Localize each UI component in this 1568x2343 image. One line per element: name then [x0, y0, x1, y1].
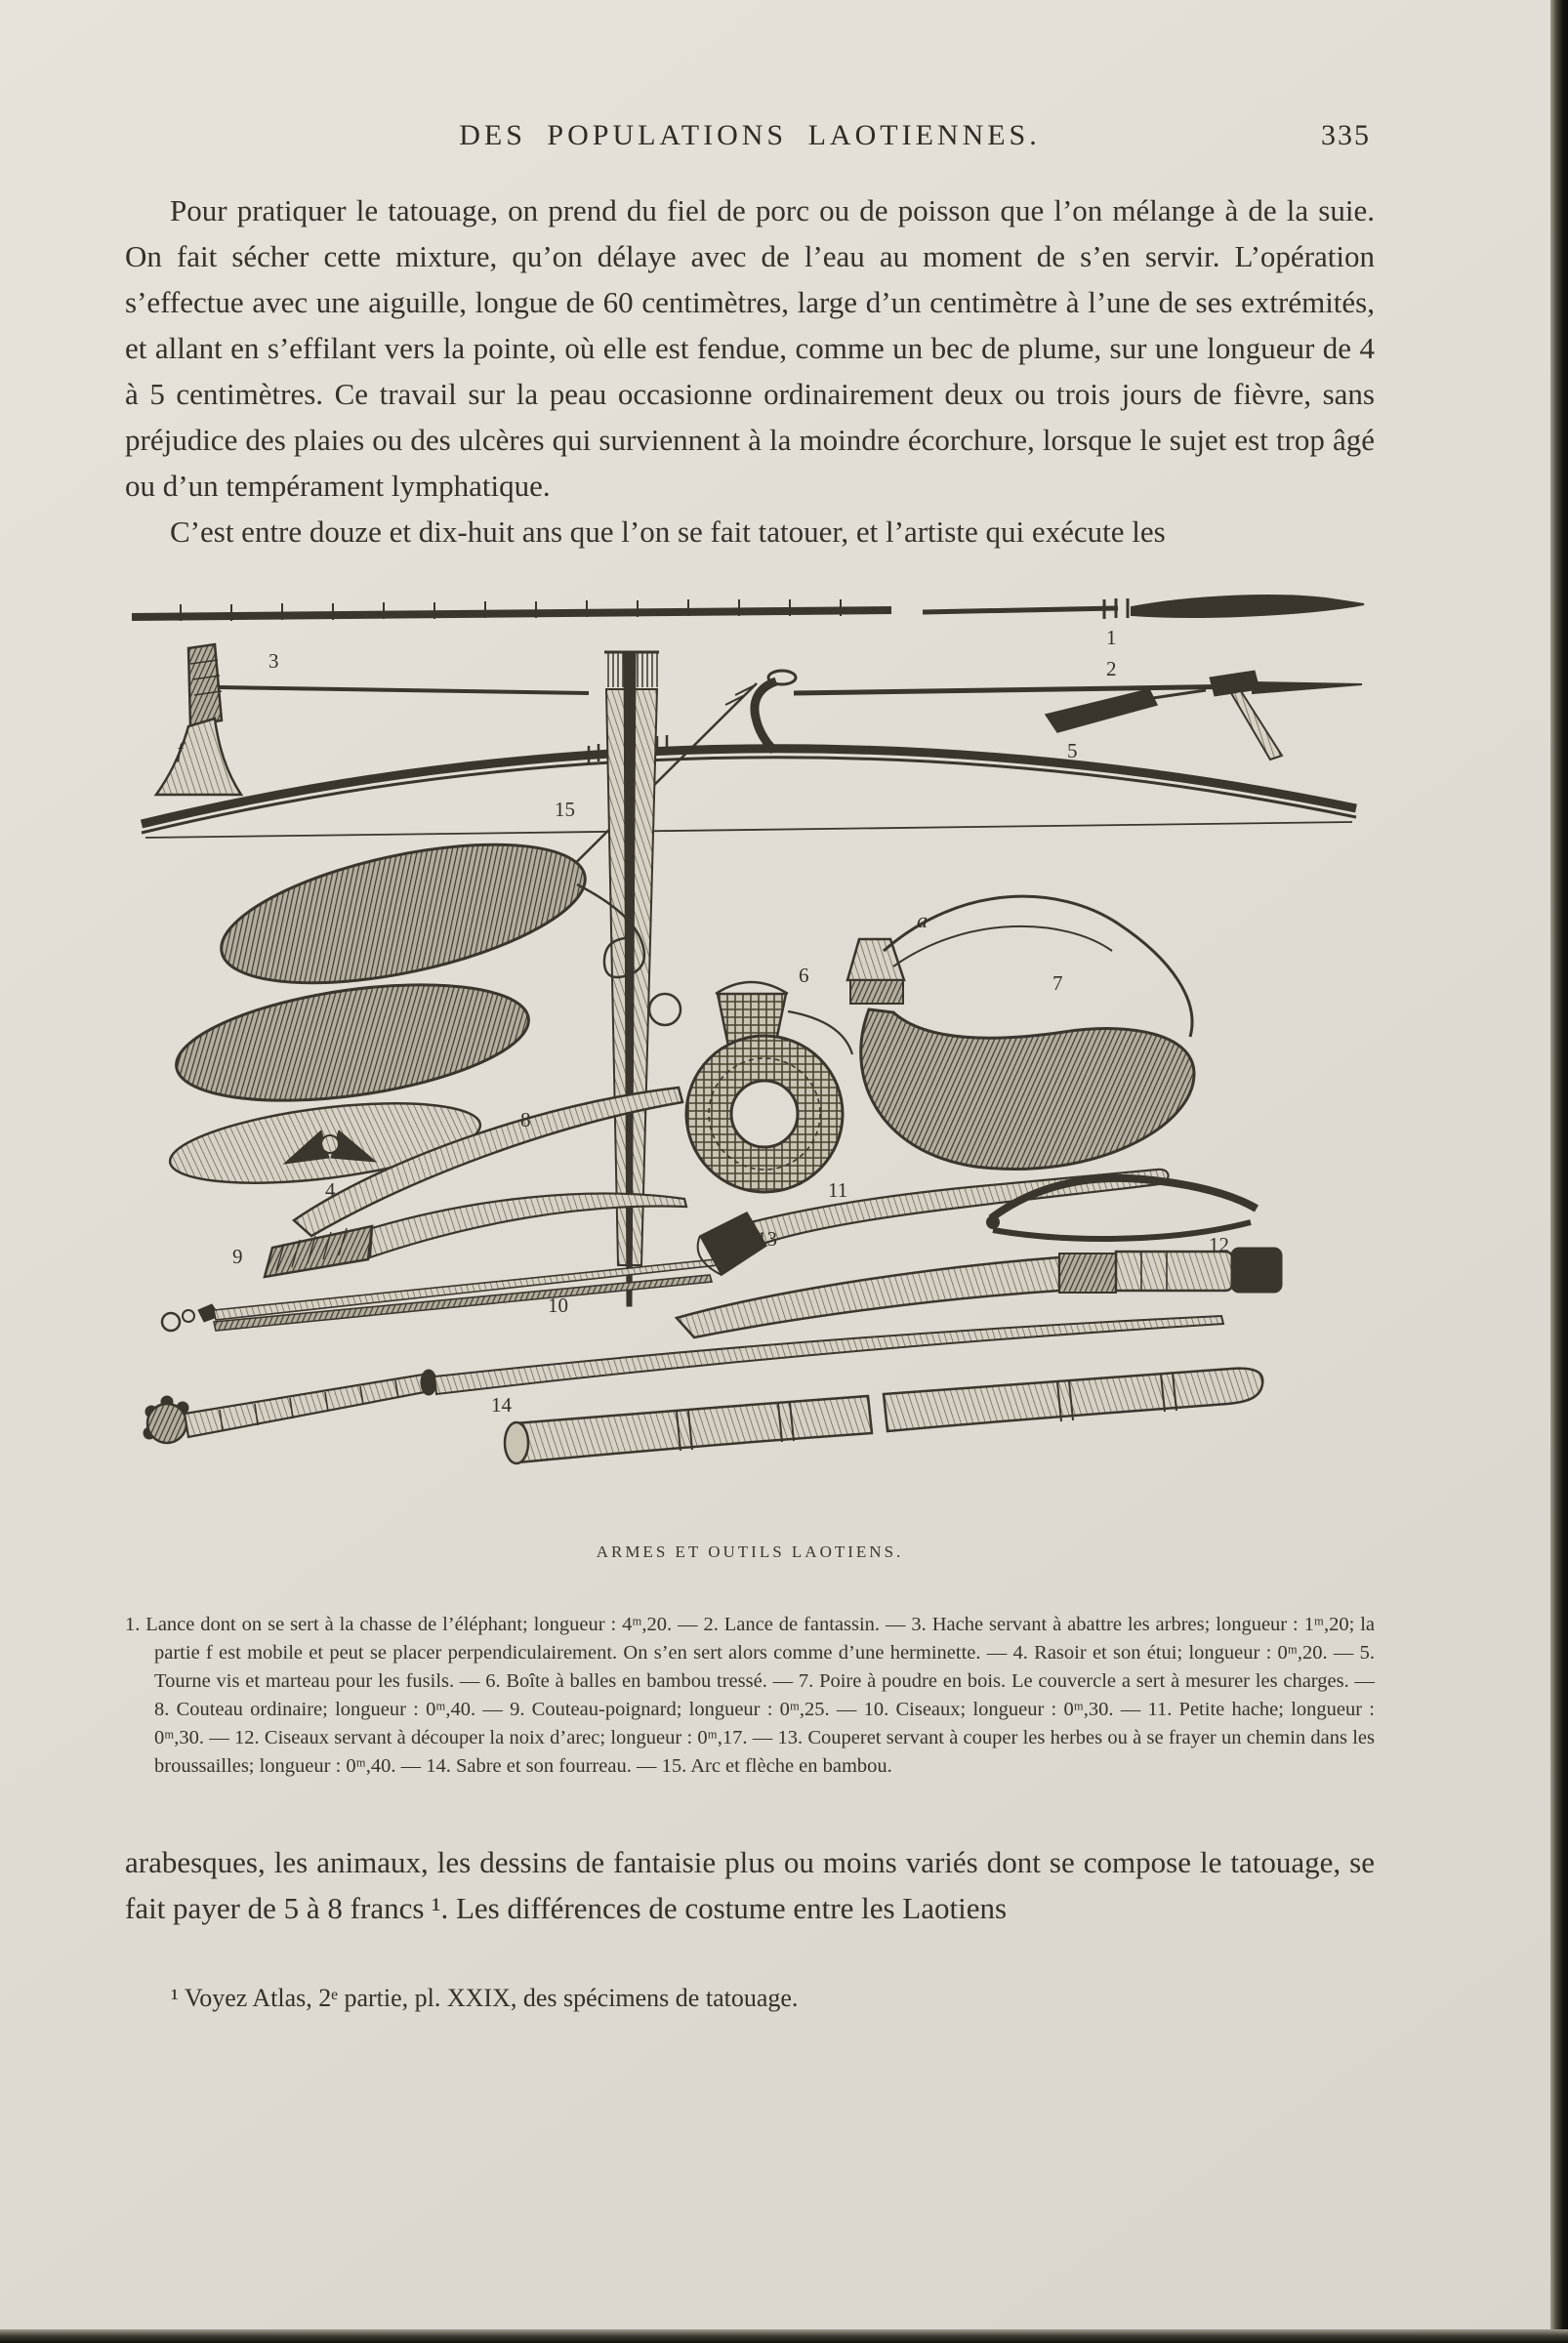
weapons-engraving — [130, 592, 1370, 1519]
page-title: DES POPULATIONS LAOTIENNES. — [459, 119, 1041, 151]
figure-label-14: 14 — [491, 1393, 512, 1417]
figure-weapons — [125, 592, 1375, 1562]
figure-label-12: 12 — [1209, 1233, 1229, 1256]
figure-label-10: 10 — [548, 1294, 568, 1317]
figure-label-a: a — [917, 908, 928, 932]
illustration-razor-etui — [166, 818, 681, 1197]
page-content — [125, 119, 1375, 2013]
illustration-scabbard — [505, 1369, 1262, 1463]
figure-legend: 1. Lance dont on se sert à la chasse de l’éléphant; longueur : 4ᵐ,20. — 2. Lance de fantassin. — 3. Hache servant à abattre les arbres; longueur : 1ᵐ,20; la partie f est mobile et peut se placer perpendiculairement. On s’en sert alors comme d’une herminette. — 4. Rasoir et son étui; longueur : 0ᵐ,20. — 5. Tourne vis et marteau pour les fusils. — 6. Boîte à balles en bambou tressé. — 7. Poire à poudre en bois. Le couvercle a sert à mesurer les charges. — 8. Couteau ordinaire; longueur : 0ᵐ,40. — 9. Couteau-poignard; longueur : 0ᵐ,25. — 10. Ciseaux; longueur : 0ᵐ,30. — 11. Petite hache; longueur : 0ᵐ,30. — 12. Ciseaux servant à découper la noix d’arec; longueur : 0ᵐ,17. — 13. Couperet servant à couper les herbes ou à se frayer un chemin dans les broussailles; longueur : 0ᵐ,40. — 14. Sabre et son fourreau. — 15. Arc et flèche en bambou. — [125, 1614, 1375, 1777]
figure-label-9: 9 — [232, 1245, 243, 1268]
running-header — [125, 119, 1375, 152]
illustration-lance-elephant — [132, 596, 1364, 621]
scan-edge-bottom — [0, 2329, 1568, 2343]
illustration-axe — [156, 644, 589, 795]
paragraph-continuation: arabesques, les animaux, les dessins de fantaisie plus ou moins variés dont se compose le tatouage, se fait payer de 5 à 8 francs ¹. Les différences de costume entre les Laotiens — [125, 1845, 1375, 1925]
figure-label-6: 6 — [799, 964, 809, 987]
figure-label-1: 1 — [1106, 626, 1117, 649]
figure-label-f: f — [177, 738, 184, 762]
illustration-bow — [142, 735, 1356, 838]
paragraph-tattoo-method: Pour pratiquer le tatouage, on prend du fiel de porc ou de poisson que l’on mélange à de la suie. On fait sécher cette mixture, qu’on délaye avec de l’eau au moment de s’en servir. L’opération s’effectue avec une aiguille, longue de 60 centimètres, large d’un centimètre à l’une de ses extrémités, et allant en s’effilant vers la pointe, où elle est fendue, comme un bec de plume, sur une longueur de 4 à 5 centimètres. Ce travail sur la peau occasionne ordinairement deux ou trois jours de fièvre, sans préjudice des plaies ou des ulcères qui surviennent à la moindre écorchure, lorsque le sujet est trop âgé ou d’un tempérament lymphatique. — [125, 193, 1375, 503]
paragraph-tattoo-age: C’est entre douze et dix-huit ans que l’on se fait tatouer, et l’artiste qui exécute les — [170, 514, 1166, 549]
illustration-turnscrew-hammer — [1046, 671, 1282, 760]
illustration-scissors-long — [162, 1259, 718, 1331]
footnote: ¹ Voyez Atlas, 2ᵉ partie, pl. XXIX, des spécimens de tatouage. — [171, 1984, 799, 2012]
figure-label-7: 7 — [1052, 971, 1063, 995]
figure-caption: ARMES ET OUTILS LAOTIENS. — [596, 1542, 904, 1561]
figure-label-11: 11 — [828, 1178, 848, 1202]
page-number: 335 — [1321, 119, 1371, 151]
figure-label-15: 15 — [555, 798, 575, 821]
illustration-bamboo-box — [686, 982, 852, 1192]
figure-label-2: 2 — [1106, 657, 1117, 680]
figure-label-5: 5 — [1067, 739, 1078, 762]
figure-label-13: 13 — [757, 1227, 777, 1251]
scan-edge-right — [1550, 0, 1568, 2343]
figure-label-4: 4 — [325, 1178, 336, 1202]
figure-label-3: 3 — [268, 649, 279, 673]
illustration-powder-horn — [847, 896, 1194, 1169]
figure-label-8: 8 — [520, 1108, 531, 1131]
